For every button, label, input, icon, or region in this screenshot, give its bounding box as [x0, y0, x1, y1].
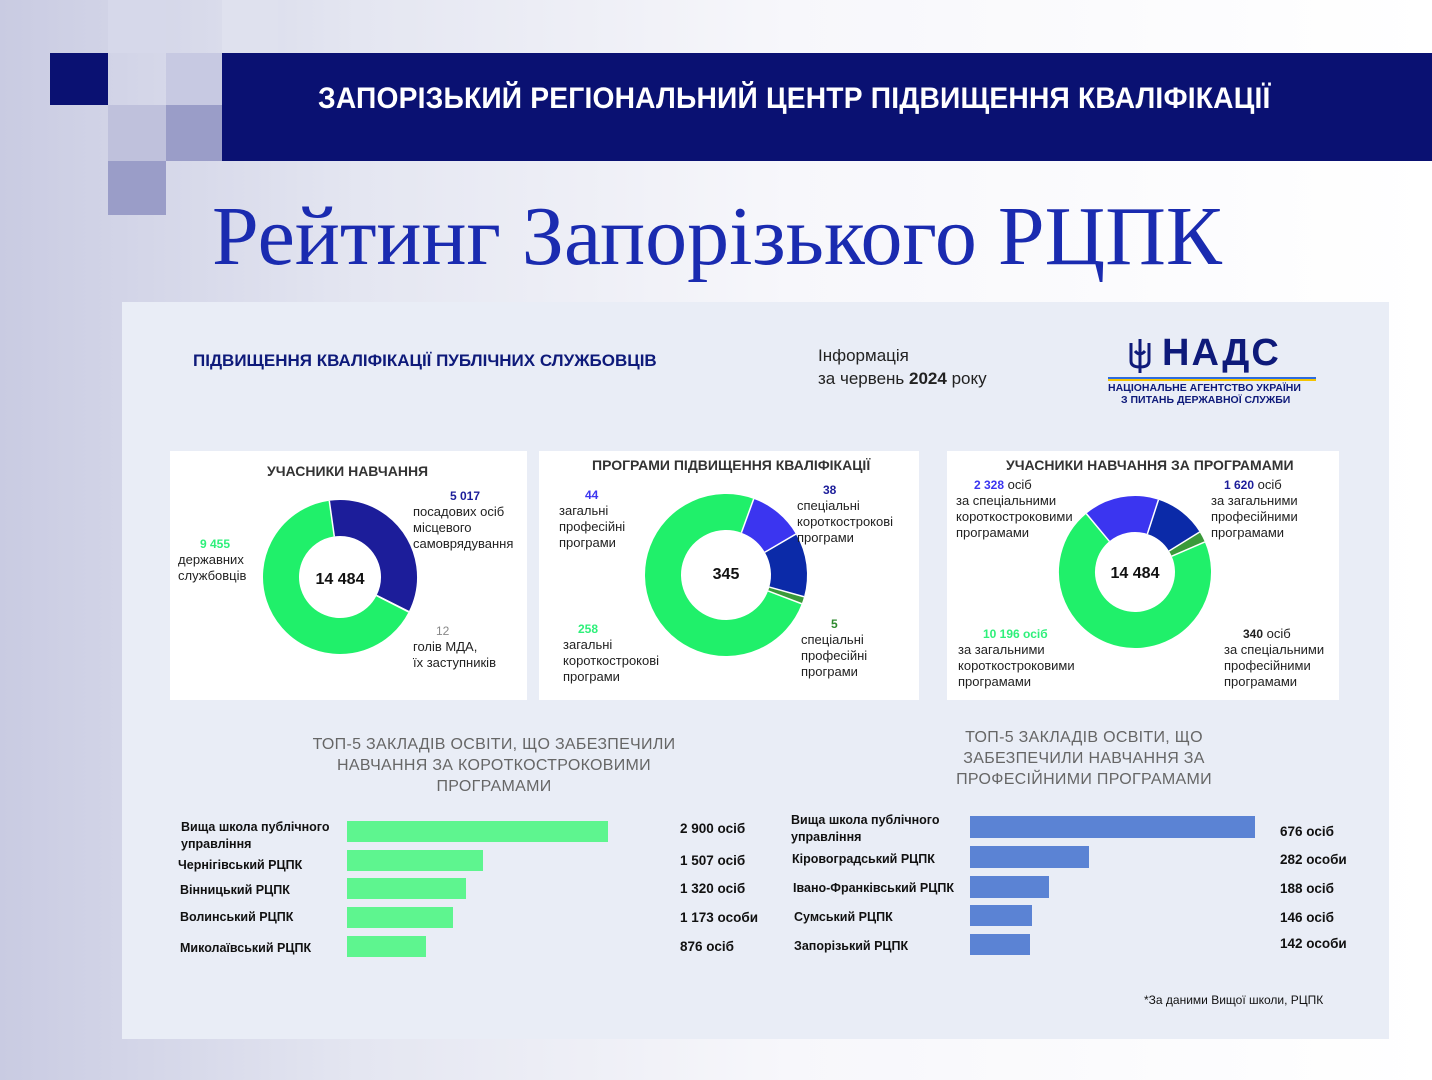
bar-value-label: 188 осіб [1280, 881, 1334, 896]
pp-special-short-line: за спеціальними [956, 493, 1057, 508]
top5-short-title-line: ТОП-5 ЗАКЛАДІВ ОСВІТИ, ЩО ЗАБЕЗПЕЧИЛИ [312, 736, 676, 753]
programs-total: 345 [712, 566, 740, 583]
pp-special-short-num: 2 328 [974, 478, 1005, 492]
bar-category-label: Чернігівський РЦПК [178, 858, 303, 872]
bar-value-label: 876 осіб [680, 939, 734, 954]
participants-total: 14 484 [315, 571, 365, 588]
bar-category-label: Івано-Франківський РЦПК [793, 881, 955, 895]
deco-square [166, 105, 222, 161]
bar [970, 816, 1255, 838]
bar-category-line: Вища школа публічного [791, 813, 940, 827]
deco-square [166, 53, 222, 105]
pp-general-prof-head [1211, 477, 1298, 493]
bar [970, 934, 1030, 955]
programs-general-short-line: короткострокові [563, 653, 660, 668]
participants-local-line: посадових осіб [413, 504, 505, 519]
top5-prof-title-line: ТОП-5 ЗАКЛАДІВ ОСВІТИ, ЩО [965, 729, 1203, 746]
logo-stripe-yellow [1108, 379, 1316, 381]
programs-special-prof-num: 5 [831, 617, 838, 631]
bar-value-label: 282 особи [1280, 852, 1347, 867]
programs-general-short-line: програми [563, 669, 620, 684]
bar [347, 878, 466, 899]
participants-civil-line: державних [178, 552, 244, 567]
trident-icon [1127, 337, 1153, 375]
programs-special-prof-line: професійні [801, 648, 868, 663]
participants-mda-num: 12 [436, 624, 450, 638]
deco-square [108, 0, 166, 53]
programs-label-general-prof [559, 487, 625, 551]
pp-general-short-line: за загальними [958, 642, 1045, 657]
bar [347, 936, 426, 957]
pp-special-prof-line: професійними [1224, 658, 1311, 673]
pp-special-short-line: програмами [956, 525, 1030, 540]
bar [970, 905, 1032, 926]
programs-special-prof-line: спеціальні [801, 632, 864, 647]
participants-label-local [413, 488, 513, 552]
participants-civil-num: 9 455 [200, 537, 231, 551]
pp-general-short-num: 10 196 осіб [983, 627, 1048, 641]
banner-text: ЗАПОРІЗЬКИЙ РЕГІОНАЛЬНИЙ ЦЕНТР ПІДВИЩЕННЯ КВАЛІФІКАЦІЇ [318, 82, 1271, 115]
bar-category-label: Сумський РЦПК [794, 910, 893, 924]
participants-local-line: місцевого [413, 520, 472, 535]
deco-square [222, 0, 278, 53]
top5-prof-title-line: ПРОФЕСІЙНИМИ ПРОГРАМАМИ [956, 771, 1212, 788]
pp-general-prof-line: програмами [1211, 525, 1285, 540]
participants-donut [262, 496, 420, 658]
participants-local-num: 5 017 [450, 489, 481, 503]
pp-special-prof-unit: осіб [1263, 626, 1291, 641]
deco-square [108, 161, 166, 215]
programs-special-short-line: короткострокові [797, 514, 894, 529]
programs-general-prof-line: загальні [559, 503, 609, 518]
pp-special-prof-line: програмами [1224, 674, 1298, 689]
pp-special-prof-head [1224, 626, 1324, 642]
footnote: *За даними Вищої школи, РЦПК [1144, 993, 1324, 1007]
programs-donut [643, 490, 809, 660]
participants-label-mda [413, 623, 496, 671]
bar-value-label: 1 320 осіб [680, 881, 746, 896]
page-title: Рейтинг Запорізького РЦПК [212, 190, 1222, 283]
participants-civil-line: службовців [178, 568, 247, 583]
logo-subtitle-1: НАЦІОНАЛЬНЕ АГЕНТСТВО УКРАЇНИ [1108, 382, 1301, 394]
programs-general-short-num: 258 [578, 622, 599, 636]
programs-label-special-short [797, 482, 893, 546]
bar-category-line: управління [181, 837, 252, 851]
info-year: 2024 [909, 369, 947, 388]
info-line-2 [818, 369, 987, 389]
bar-value-label: 676 осіб [1280, 824, 1334, 839]
pp-label-general-short [958, 626, 1075, 690]
programs-general-prof-line: професійні [559, 519, 626, 534]
top5-short-title-line: НАВЧАННЯ ЗА КОРОТКОСТРОКОВИМИ [337, 757, 651, 774]
bar [347, 907, 453, 928]
top5-short-title-line: ПРОГРАМАМИ [436, 778, 552, 795]
pp-general-short-line: програмами [958, 674, 1032, 689]
programs-label-special-prof [801, 616, 867, 680]
participants-local-line: самоврядування [413, 536, 514, 551]
pp-label-special-short [956, 477, 1073, 541]
info-line-2-suffix: року [946, 369, 987, 388]
bar-category-label: Волинський РЦПК [180, 910, 294, 924]
deco-square [50, 53, 108, 105]
logo-name: НАДС [1162, 332, 1281, 374]
bar [347, 850, 483, 871]
programs-special-short-num: 38 [823, 483, 837, 497]
info-line-1: Інформація [818, 346, 909, 365]
pp-general-prof-unit: осіб [1254, 477, 1282, 492]
pp-general-prof-line: за загальними [1211, 493, 1298, 508]
pp-label-general-prof [1211, 477, 1298, 541]
bar-value-label: 146 осіб [1280, 910, 1334, 925]
top5-prof-title [934, 727, 1234, 790]
bar-value-label: 1 507 осіб [680, 853, 746, 868]
bar-value-label: 142 особи [1280, 936, 1347, 951]
pp-label-special-prof [1224, 626, 1324, 690]
deco-square [108, 105, 166, 161]
pp-general-prof-num: 1 620 [1224, 478, 1255, 492]
pp-special-short-head [956, 477, 1073, 493]
bar-category-label: Миколаївський РЦПК [180, 941, 312, 955]
pp-special-prof-line: за спеціальними [1224, 642, 1325, 657]
pp-special-prof-num: 340 [1243, 627, 1264, 641]
top5-short-title [294, 734, 694, 797]
participants-mda-line: їх заступників [413, 655, 496, 670]
programs-special-short-line: програми [797, 530, 854, 545]
bar-category-label [181, 819, 329, 853]
bar [970, 876, 1049, 898]
bar-category-line: Вища школа публічного [181, 820, 330, 834]
participants-programs-title: УЧАСНИКИ НАВЧАННЯ ЗА ПРОГРАМАМИ [1006, 457, 1294, 473]
programs-general-prof-num: 44 [585, 488, 599, 502]
logo-subtitle-2: З ПИТАНЬ ДЕРЖАВНОЇ СЛУЖБИ [1121, 394, 1291, 406]
programs-label-general-short [563, 621, 659, 685]
participants-mda-line: голів МДА, [413, 639, 478, 654]
bar [347, 821, 608, 842]
participants-label-civil [178, 536, 246, 584]
info-line-2-prefix: за червень [818, 369, 910, 388]
participants-title: УЧАСНИКИ НАВЧАННЯ [267, 463, 429, 479]
programs-general-short-line: загальні [563, 637, 613, 652]
bar-value-label: 1 173 особи [680, 910, 758, 925]
top5-prof-title-line: ЗАБЕЗПЕЧИЛИ НАВЧАННЯ ЗА [963, 750, 1205, 767]
bar-category-label: Вінницький РЦПК [180, 883, 290, 897]
programs-special-prof-line: програми [801, 664, 858, 679]
infographic-heading: ПІДВИЩЕННЯ КВАЛІФІКАЦІЇ ПУБЛІЧНИХ СЛУЖБОВЦІВ [193, 351, 657, 370]
pp-general-short-line: короткостроковими [958, 658, 1075, 673]
bar-value-label: 2 900 осіб [680, 821, 746, 836]
bar-category-line: управління [791, 830, 862, 844]
pp-special-short-unit: осіб [1004, 477, 1032, 492]
pp-general-prof-line: професійними [1211, 509, 1298, 524]
bar-category-label [791, 812, 939, 846]
bar-category-label: Кіровоградський РЦПК [792, 852, 935, 866]
programs-title: ПРОГРАМИ ПІДВИЩЕННЯ КВАЛІФІКАЦІЇ [592, 457, 871, 473]
pp-special-short-line: короткостроковими [956, 509, 1073, 524]
bar-category-label: Запорізький РЦПК [794, 939, 909, 953]
bar [970, 846, 1089, 868]
participants-programs-donut [1056, 490, 1214, 654]
programs-special-short-line: спеціальні [797, 498, 860, 513]
participants-programs-total: 14 484 [1110, 565, 1160, 582]
programs-general-prof-line: програми [559, 535, 616, 550]
